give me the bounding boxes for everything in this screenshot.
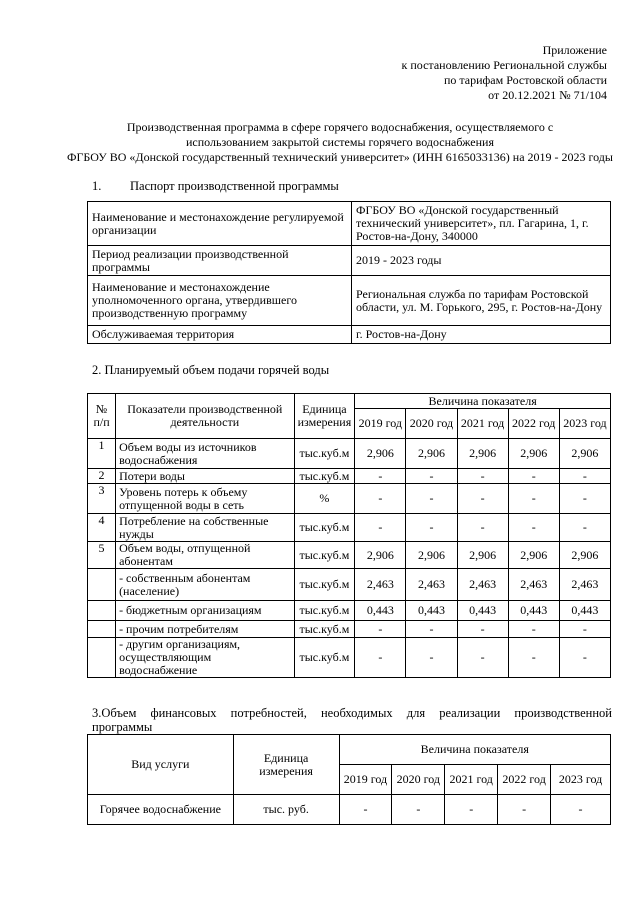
value-cell: -: [559, 638, 610, 678]
table-row: [88, 601, 611, 621]
value-cell: -: [355, 469, 406, 484]
value-cell: 2,906: [457, 542, 508, 569]
appendix-line-1: Приложение: [542, 43, 607, 57]
row-num: 5: [88, 542, 116, 569]
value-cell: 2,906: [355, 439, 406, 469]
row-num: 4: [88, 514, 116, 542]
value-cell: -: [355, 514, 406, 542]
value-cell: 2,906: [457, 439, 508, 469]
header-year: 2021 год: [457, 409, 508, 439]
table-row: [88, 246, 611, 276]
section-2-heading: 2. Планируемый объем подачи горячей воды: [92, 363, 330, 377]
value-cell: -: [457, 621, 508, 638]
value-cell: 0,443: [559, 601, 610, 621]
passport-value: г. Ростов-на-Дону: [352, 326, 611, 344]
section-1-heading: [92, 179, 339, 194]
row-unit: тыс.куб.м: [294, 621, 355, 638]
value-cell: -: [355, 621, 406, 638]
value-cell: -: [445, 795, 498, 825]
header-year: 2021 год: [445, 765, 498, 795]
header-num: № п/п: [88, 394, 116, 439]
row-unit: %: [294, 484, 355, 514]
value-cell: 2,463: [457, 569, 508, 601]
table-row: [88, 795, 611, 825]
passport-table: [87, 201, 611, 344]
section-1-number: 1.: [92, 179, 102, 193]
section-1-title: Паспорт производственной программы: [130, 179, 339, 193]
value-cell: 2,463: [406, 569, 457, 601]
value-cell: -: [559, 514, 610, 542]
value-cell: 2,906: [508, 542, 559, 569]
header-row: [88, 394, 611, 409]
passport-label: Обслуживаемая территория: [88, 326, 352, 344]
section-3-heading: 3.Объем финансовых потребностей, необходимых для реализации производственной: [92, 706, 612, 720]
row-name: Потери воды: [116, 469, 294, 484]
value-cell: -: [406, 469, 457, 484]
appendix-line-4: от 20.12.2021 № 71/104: [488, 88, 607, 102]
value-cell: 0,443: [457, 601, 508, 621]
value-cell: -: [559, 469, 610, 484]
header-value: Величина показателя: [355, 394, 611, 409]
row-name: - прочим потребителям: [116, 621, 294, 638]
header-year: 2020 год: [406, 409, 457, 439]
value-cell: -: [508, 484, 559, 514]
header-indicator: Показатели производственной деятельности: [116, 394, 294, 439]
row-unit: тыс.куб.м: [294, 569, 355, 601]
row-unit: тыс.куб.м: [294, 638, 355, 678]
value-cell: -: [508, 621, 559, 638]
row-unit: тыс.куб.м: [294, 469, 355, 484]
value-cell: 2,463: [355, 569, 406, 601]
value-cell: 2,906: [406, 439, 457, 469]
row-name: Уровень потерь к объему отпущенной воды в сеть: [116, 484, 294, 514]
header-year: 2020 год: [392, 765, 445, 795]
value-cell: 0,443: [355, 601, 406, 621]
row-name: Объем воды из источников водоснабжения: [116, 439, 294, 469]
value-cell: -: [355, 484, 406, 514]
header-year: 2023 год: [551, 765, 611, 795]
value-cell: -: [508, 638, 559, 678]
table-row: [88, 542, 611, 569]
value-cell: -: [406, 514, 457, 542]
water-supply-body: [88, 439, 611, 678]
value-cell: -: [559, 484, 610, 514]
row-num: [88, 621, 116, 638]
header-year: 2019 год: [355, 409, 406, 439]
value-cell: 2,906: [559, 542, 610, 569]
finance-table: [87, 734, 611, 825]
row-name: Потребление на собственные нужды: [116, 514, 294, 542]
water-supply-table: [87, 393, 611, 678]
passport-label: Наименование и местонахождение регулируемой организации: [88, 202, 352, 246]
value-cell: -: [498, 795, 551, 825]
row-num: 3: [88, 484, 116, 514]
row-unit: тыс.куб.м: [294, 601, 355, 621]
section-3-heading-cont: программы: [92, 720, 153, 734]
value-cell: -: [457, 514, 508, 542]
table-row: [88, 484, 611, 514]
value-cell: -: [406, 638, 457, 678]
value-cell: -: [508, 469, 559, 484]
row-name: - другим организациям, осуществляющим водоснабжение: [116, 638, 294, 678]
appendix-block: [402, 43, 607, 103]
row-num: [88, 638, 116, 678]
row-num: [88, 601, 116, 621]
table-row: [88, 439, 611, 469]
table-row: [88, 621, 611, 638]
value-cell: -: [355, 638, 406, 678]
value-cell: -: [457, 484, 508, 514]
value-cell: 2,906: [559, 439, 610, 469]
appendix-line-2: к постановлению Региональной службы: [401, 58, 607, 72]
table-row: [88, 202, 611, 246]
header-unit: Единица измерения: [294, 394, 355, 439]
value-cell: -: [551, 795, 611, 825]
header-year: 2022 год: [508, 409, 559, 439]
value-cell: 0,443: [406, 601, 457, 621]
header-value: Величина показателя: [339, 735, 611, 765]
table-row: [88, 514, 611, 542]
table-row: [88, 276, 611, 326]
row-num: [88, 569, 116, 601]
value-cell: 2,463: [559, 569, 610, 601]
header-year: 2019 год: [339, 765, 392, 795]
header-year: 2023 год: [559, 409, 610, 439]
table-row: [88, 569, 611, 601]
title-line-2: использованием закрытой системы горячего водоснабжения: [186, 135, 494, 149]
value-cell: 2,906: [508, 439, 559, 469]
value-cell: -: [339, 795, 392, 825]
service-name: Горячее водоснабжение: [88, 795, 234, 825]
row-unit: тыс.куб.м: [294, 439, 355, 469]
service-unit: тыс. руб.: [233, 795, 339, 825]
row-num: 2: [88, 469, 116, 484]
appendix-line-3: по тарифам Ростовской области: [443, 73, 607, 87]
row-name: Объем воды, отпущенной абонентам: [116, 542, 294, 569]
title-line-3: ФГБОУ ВО «Донской государственный технический университет» (ИНН 6165033136) на 2019 - 2023 годы: [67, 150, 613, 164]
value-cell: 2,906: [406, 542, 457, 569]
value-cell: -: [457, 638, 508, 678]
value-cell: -: [559, 621, 610, 638]
document-title: [60, 120, 620, 165]
value-cell: 2,906: [355, 542, 406, 569]
row-unit: тыс.куб.м: [294, 542, 355, 569]
passport-value: ФГБОУ ВО «Донской государственный технический университет», пл. Гагарина, 1, г. Ростов-на-Дону, 340000: [352, 202, 611, 246]
value-cell: -: [457, 469, 508, 484]
value-cell: -: [392, 795, 445, 825]
row-unit: тыс.куб.м: [294, 514, 355, 542]
table-row: [88, 469, 611, 484]
title-line-1: Производственная программа в сфере горячего водоснабжения, осуществляемого с: [126, 120, 554, 134]
table-row: [88, 638, 611, 678]
value-cell: 0,443: [508, 601, 559, 621]
header-row: [88, 735, 611, 765]
passport-label: Период реализации производственной программы: [88, 246, 352, 276]
passport-value: 2019 - 2023 годы: [352, 246, 611, 276]
row-name: - собственным абонентам (население): [116, 569, 294, 601]
header-service: Вид услуги: [88, 735, 234, 795]
passport-label: Наименование и местонахождение уполномоченного органа, утвердившего производственную программу: [88, 276, 352, 326]
table-row: [88, 326, 611, 344]
value-cell: -: [508, 514, 559, 542]
value-cell: -: [406, 484, 457, 514]
value-cell: 2,463: [508, 569, 559, 601]
value-cell: -: [406, 621, 457, 638]
header-unit: Единица измерения: [233, 735, 339, 795]
passport-value: Региональная служба по тарифам Ростовской области, ул. М. Горького, 295, г. Ростов-на-Дону: [352, 276, 611, 326]
header-year: 2022 год: [498, 765, 551, 795]
row-num: 1: [88, 439, 116, 469]
row-name: - бюджетным организациям: [116, 601, 294, 621]
